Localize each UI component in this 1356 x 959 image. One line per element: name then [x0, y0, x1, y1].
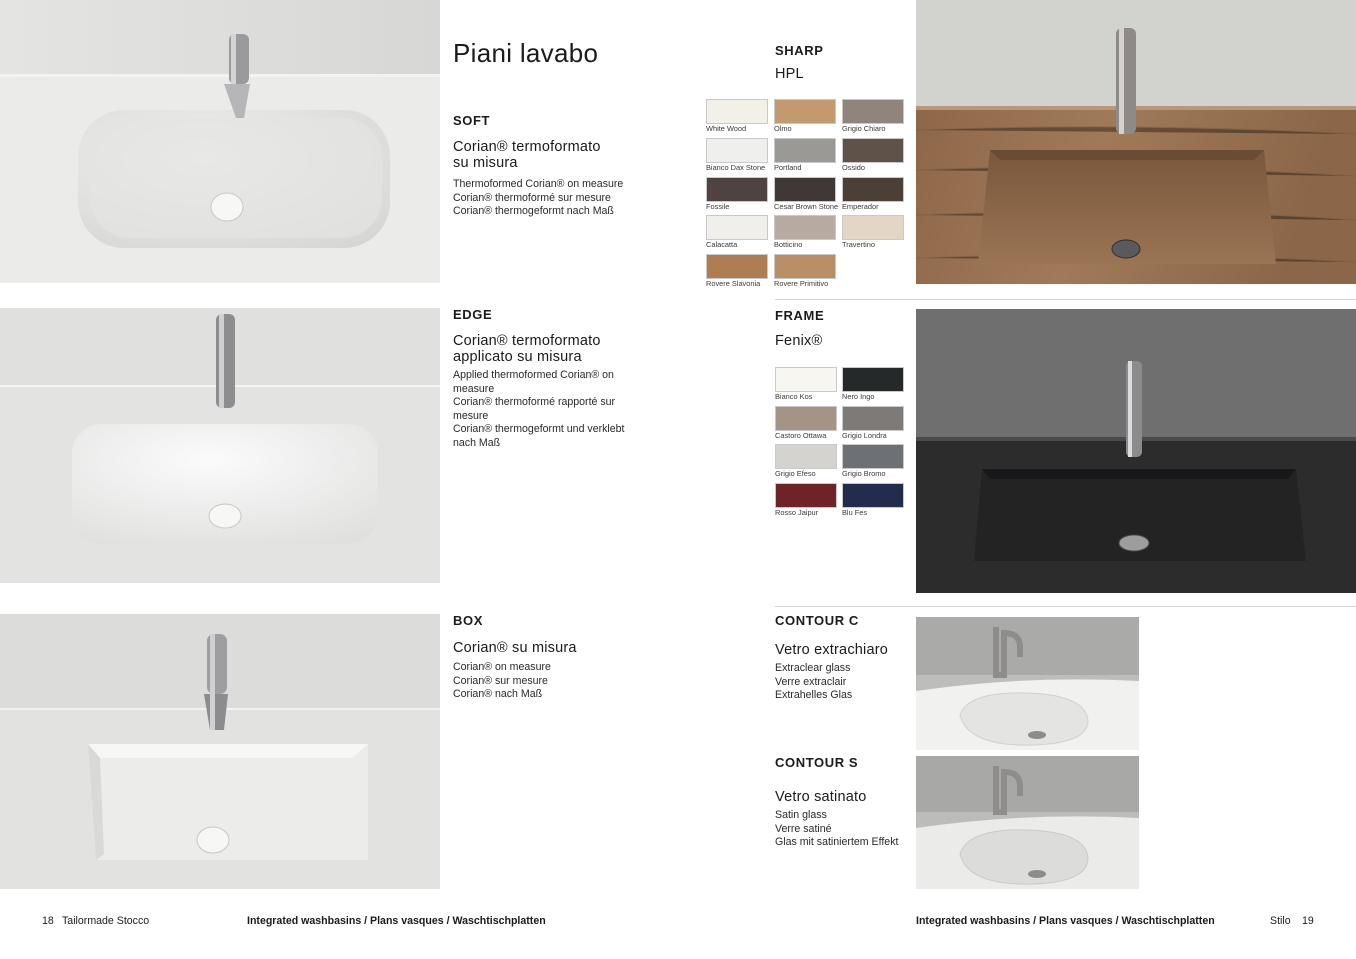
- sharp-swatch-chip: [706, 254, 768, 279]
- contour-c-washbasin-photo: [916, 617, 1139, 750]
- sharp-swatch: [774, 254, 836, 289]
- sharp-swatch: [842, 215, 904, 250]
- sharp-swatch: [842, 177, 904, 212]
- sharp-swatch-chip: [706, 215, 768, 240]
- frame-swatch: [775, 406, 837, 441]
- contour-c-material: Vetro extrachiaro: [775, 642, 889, 658]
- frame-material: Fenix®: [775, 333, 823, 349]
- frame-swatch: [842, 483, 904, 518]
- sharp-heading: SHARP: [775, 43, 824, 58]
- sharp-swatch: [774, 138, 836, 173]
- frame-swatch-chip: [842, 406, 904, 431]
- sharp-swatch: [706, 177, 768, 212]
- frame-swatch-label: Grigio Bromo: [842, 469, 886, 479]
- frame-swatch-label: Grigio Londra: [842, 430, 887, 440]
- sharp-swatch: [774, 215, 836, 250]
- frame-swatch-label: Blu Fes: [842, 508, 868, 518]
- sharp-swatch-chip: [706, 138, 768, 163]
- footer-right-page-number: 19: [1302, 915, 1314, 927]
- sharp-swatch-label: Bianco Dax Stone: [706, 162, 766, 172]
- soft-material: Corian® termoformato su misura: [453, 139, 601, 171]
- box-washbasin-photo: [0, 614, 440, 889]
- frame-swatch-chip: [842, 483, 904, 508]
- frame-swatch-label: Nero Ingo: [842, 392, 875, 401]
- frame-swatch-label: Rosso Jaipur: [775, 508, 819, 518]
- frame-swatch: [842, 367, 904, 402]
- frame-swatch: [842, 444, 904, 479]
- sharp-washbasin-photo: [916, 0, 1356, 284]
- frame-contour-divider: [775, 606, 1356, 607]
- sharp-swatch-label: Fossile: [706, 201, 730, 211]
- footer-left-page-number: 18: [42, 915, 54, 927]
- sharp-swatch: [774, 99, 836, 134]
- frame-swatch-label: Castoro Ottawa: [775, 430, 827, 440]
- edge-description: Applied thermoformed Corian® on measure Corian® thermoformé rapporté sur mesure Corian® thermogeformt und verklebt nach Maß: [453, 369, 625, 449]
- sharp-swatch-chip: [774, 177, 836, 202]
- box-heading: BOX: [453, 613, 483, 628]
- sharp-swatch-chip: [842, 215, 904, 240]
- frame-washbasin-photo: [916, 309, 1356, 593]
- frame-swatch: [775, 367, 837, 402]
- frame-swatch: [842, 406, 904, 441]
- edge-material: Corian® termoformato applicato su misura: [453, 333, 601, 365]
- frame-swatch-label: Grigio Efeso: [775, 469, 816, 479]
- frame-swatch: [775, 444, 837, 479]
- sharp-swatch: [706, 254, 768, 289]
- sharp-swatch: [706, 99, 768, 134]
- sharp-swatch-label: Calacatta: [706, 240, 738, 250]
- sharp-swatch: [842, 138, 904, 173]
- frame-swatch-chip: [775, 367, 837, 392]
- sharp-swatch-label: Botticino: [774, 240, 803, 250]
- contour-s-description: Satin glass Verre satiné Glas mit satiniertem Effekt: [775, 809, 899, 849]
- sharp-swatch-chip: [842, 99, 904, 124]
- sharp-swatch-chip: [774, 215, 836, 240]
- frame-swatch-label: Bianco Kos: [775, 392, 813, 401]
- sharp-swatch-chip: [774, 99, 836, 124]
- sharp-swatch: [706, 138, 768, 173]
- sharp-swatch-label: Portland: [774, 162, 802, 172]
- sharp-swatch-label: White Wood: [706, 124, 747, 133]
- contour-c-description: Extraclear glass Verre extraclair Extrahelles Glas: [775, 662, 853, 702]
- footer-right-brand: Stilo: [1270, 915, 1291, 927]
- frame-heading: FRAME: [775, 308, 825, 323]
- sharp-swatch-chip: [842, 177, 904, 202]
- sharp-swatch-chip: [706, 99, 768, 124]
- box-material: Corian® su misura: [453, 640, 577, 656]
- frame-swatch: [775, 483, 837, 518]
- contour-s-washbasin-photo: [916, 756, 1139, 889]
- footer-left-section: Integrated washbasins / Plans vasques / Waschtischplatten: [247, 915, 546, 927]
- footer-right-section: Integrated washbasins / Plans vasques / Waschtischplatten: [916, 915, 1215, 927]
- sharp-material: HPL: [775, 66, 804, 82]
- frame-swatch-chip: [775, 444, 837, 469]
- sharp-swatch-chip: [774, 138, 836, 163]
- edge-washbasin-photo: [0, 308, 440, 583]
- soft-description: Thermoformed Corian® on measure Corian® thermoformé sur mesure Corian® thermogeformt nach Maß: [453, 178, 624, 218]
- frame-swatch-chip: [842, 444, 904, 469]
- contour-s-material: Vetro satinato: [775, 789, 867, 805]
- sharp-swatch-label: Rovere Primitivo: [774, 279, 829, 289]
- sharp-frame-divider: [775, 299, 1356, 300]
- sharp-swatch: [842, 99, 904, 134]
- box-description: Corian® on measure Corian® sur mesure Corian® nach Maß: [453, 661, 551, 701]
- page-title: Piani lavabo: [453, 38, 599, 68]
- sharp-swatch-label: Ossido: [842, 162, 866, 172]
- sharp-swatch-label: Emperador: [842, 201, 879, 211]
- soft-washbasin-photo: [0, 0, 440, 283]
- sharp-swatch-chip: [706, 177, 768, 202]
- edge-heading: EDGE: [453, 307, 493, 322]
- contour-s-heading: CONTOUR S: [775, 755, 859, 770]
- frame-swatch-chip: [775, 406, 837, 431]
- sharp-swatch-chip: [774, 254, 836, 279]
- frame-swatch-chip: [842, 367, 904, 392]
- sharp-swatch: [706, 215, 768, 250]
- sharp-swatch-label: Olmo: [774, 124, 792, 133]
- sharp-swatch-label: Cesar Brown Stone: [774, 201, 839, 211]
- sharp-swatch-label: Rovere Slavonia: [706, 279, 761, 289]
- sharp-swatch-label: Grigio Chiaro: [842, 124, 886, 133]
- sharp-swatch-label: Travertino: [842, 240, 875, 250]
- sharp-swatch-chip: [842, 138, 904, 163]
- sharp-swatch: [774, 177, 839, 212]
- soft-heading: SOFT: [453, 113, 491, 128]
- contour-c-heading: CONTOUR C: [775, 613, 859, 628]
- frame-swatch-chip: [775, 483, 837, 508]
- footer-left-brand: Tailormade Stocco: [62, 915, 150, 927]
